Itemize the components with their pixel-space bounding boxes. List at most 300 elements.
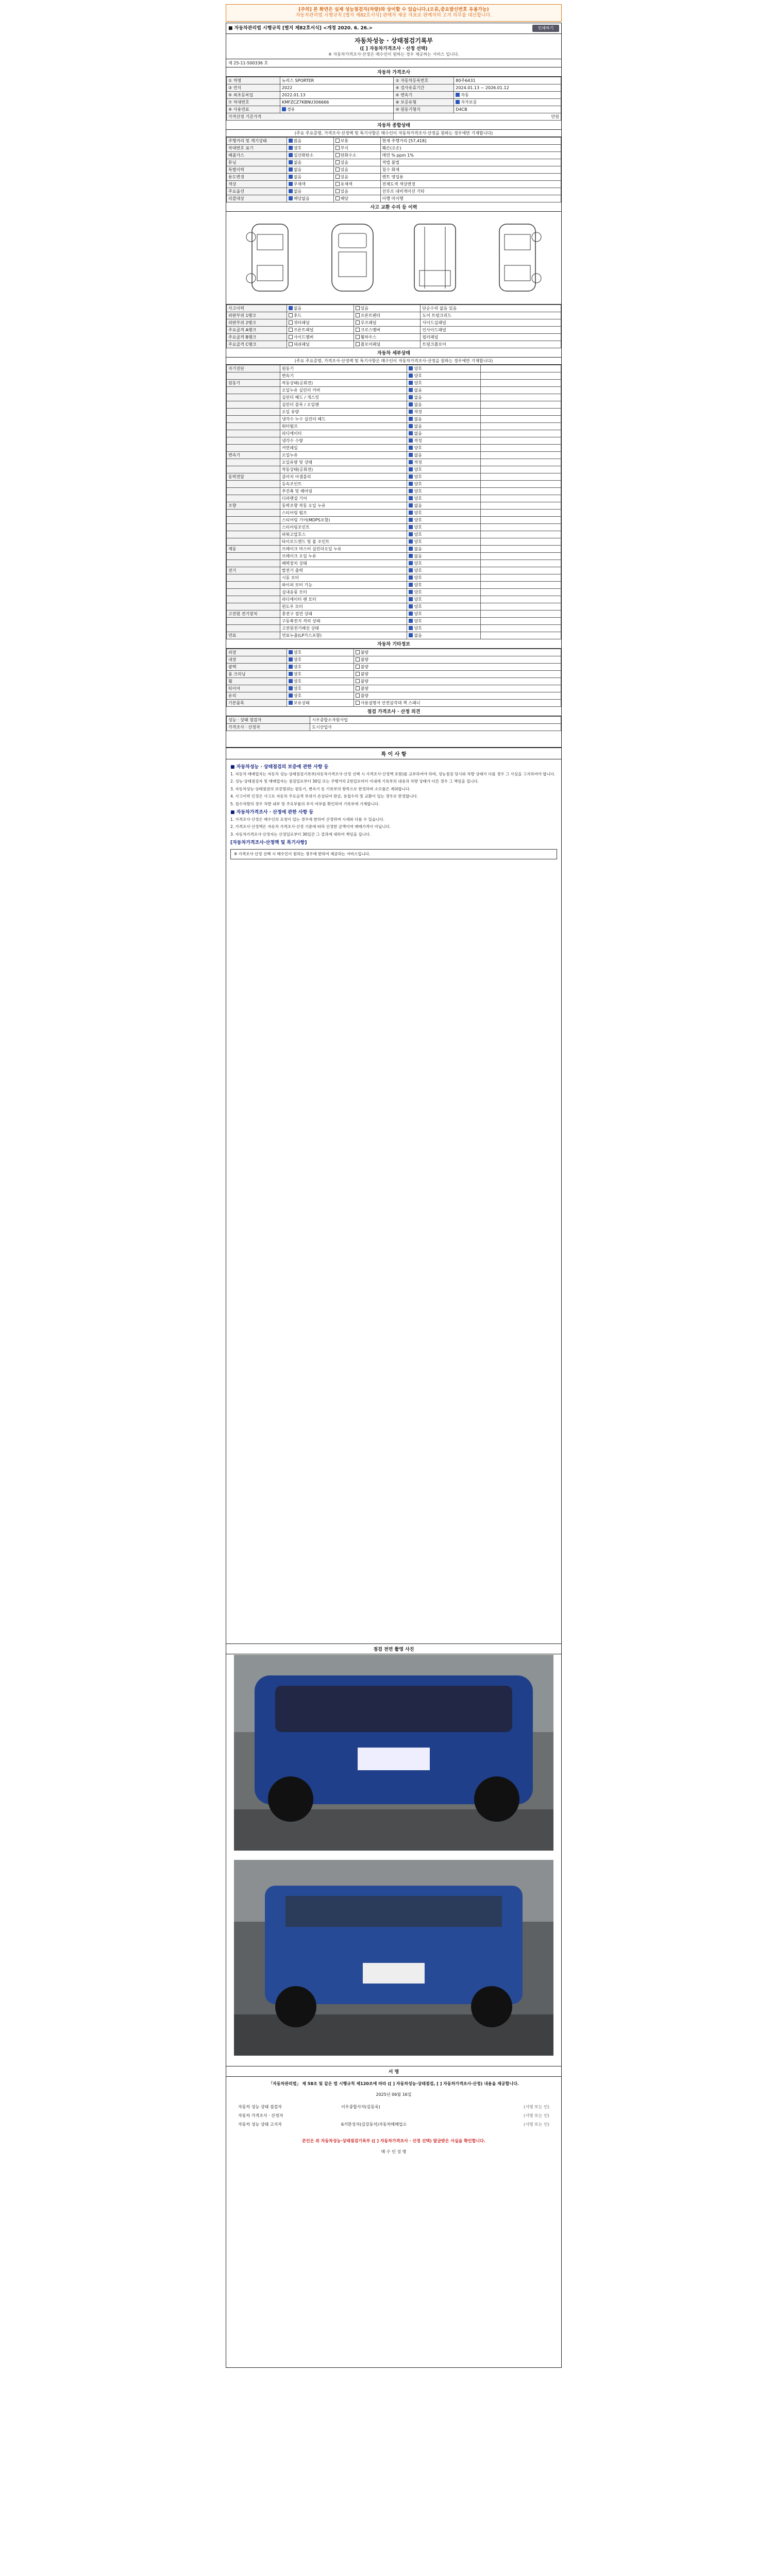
accident-row-v1: 사이드멤버 xyxy=(287,334,354,341)
detail-row-state: 없음 xyxy=(407,546,481,553)
detail-row-group-cont xyxy=(227,488,280,495)
checkbox-icon xyxy=(289,196,293,200)
detail-row-item: 충전구 절연 상태 xyxy=(280,611,407,618)
general-row-note: 전체도색 색상변경 xyxy=(380,181,561,188)
detail-row xyxy=(227,510,561,517)
detail-row-spare xyxy=(481,430,561,437)
car-right-side-icon xyxy=(484,219,551,296)
checkbox-icon xyxy=(409,583,413,587)
detail-row-spare xyxy=(481,394,561,401)
reg-no-value: 80주6431 xyxy=(454,77,561,84)
document-title: 자동차성능 · 상태점검기록부 xyxy=(354,37,433,44)
doc-number: 제 25-11-500336 호 xyxy=(228,61,268,65)
general-row-label: 배출가스 xyxy=(227,152,287,159)
etc-row-v1: 양호 xyxy=(287,649,354,656)
detail-row-item: 실린더 헤드 / 개스킷 xyxy=(280,394,407,401)
special-title: 특 이 사 항 xyxy=(226,748,561,759)
detail-row-group: 변속기 xyxy=(227,452,280,459)
general-row-note: 이행 미이행 xyxy=(380,195,561,202)
etc-row-v1: 양호 xyxy=(287,678,354,685)
general-row-note: 매연 % ppm 1% xyxy=(380,152,561,159)
checkbox-icon xyxy=(409,619,413,623)
detail-row-state: 없음 xyxy=(407,423,481,430)
checkbox-icon xyxy=(409,626,413,630)
notice-banner xyxy=(226,4,562,22)
etc-row-v2: 불량 xyxy=(354,678,561,685)
checkbox-icon xyxy=(356,313,360,317)
general-row-v1: 많음 xyxy=(287,138,333,145)
accident-row-v2: 있음 xyxy=(354,305,421,312)
section-accident: 사고 교환 수리 등 이력 xyxy=(226,202,561,212)
detail-row-item: 와이퍼 모터 기능 xyxy=(280,582,407,589)
form-ref-row xyxy=(226,23,561,33)
sign-notify-sign: (서명 또는 인) xyxy=(524,2122,549,2127)
detail-row-spare xyxy=(481,401,561,409)
sign-row-notify xyxy=(226,2120,562,2129)
checkbox-icon xyxy=(289,320,293,325)
general-row-v2: 해당 xyxy=(333,195,380,202)
accident-row-label: 사고이력 xyxy=(227,305,287,312)
special-paragraph: 1. 가격조사·산정은 매수인의 요청이 있는 경우에 한하여 산정하며 시세와 다를 수 있습니다. xyxy=(230,817,384,822)
detail-row-group-cont xyxy=(227,481,280,488)
checkbox-icon xyxy=(409,518,413,522)
photo-section xyxy=(226,1643,562,1654)
checkbox-icon xyxy=(456,100,460,104)
detail-row-item: 오일누유 xyxy=(280,452,407,459)
opinion-price-label: 가격조사 · 산정자 xyxy=(227,724,310,731)
detail-row-state: 양호 xyxy=(407,611,481,618)
warranty-label: ⑧ 보증유형 xyxy=(394,99,454,106)
accident-row-v2: 휠하우스 xyxy=(354,334,421,341)
first-reg-value: 2022.01.13 xyxy=(280,92,394,99)
detail-row-state: 적정 xyxy=(407,409,481,416)
detail-row-group-cont xyxy=(227,409,280,416)
special-heading-1: ■ 자동차성능 · 상태점검의 보증에 관한 사항 등 xyxy=(230,765,329,770)
detail-row-spare xyxy=(481,611,561,618)
detail-row xyxy=(227,401,561,409)
checkbox-icon xyxy=(335,146,340,150)
detail-row-item: 등속조인트 xyxy=(280,481,407,488)
detail-row xyxy=(227,452,561,459)
detail-row-group-cont xyxy=(227,603,280,611)
detail-row-state: 양호 xyxy=(407,603,481,611)
detail-row-group-cont xyxy=(227,574,280,582)
sign-inspector-sign: (서명 또는 인) xyxy=(524,2105,549,2109)
detail-row xyxy=(227,416,561,423)
checkbox-icon xyxy=(409,612,413,616)
detail-row-spare xyxy=(481,596,561,603)
checkbox-icon xyxy=(356,665,360,669)
detail-row-item: 시동 모터 xyxy=(280,574,407,582)
checkbox-icon xyxy=(335,167,340,172)
detail-row-spare xyxy=(481,538,561,546)
detail-row-item: 디퍼렌셜 기어 xyxy=(280,495,407,502)
print-button[interactable]: 인쇄하기 xyxy=(532,25,559,32)
accident-row xyxy=(227,305,561,312)
detail-row-item: 스티어링조인트 xyxy=(280,524,407,531)
detail-row-state: 양호 xyxy=(407,510,481,517)
general-row xyxy=(227,138,561,145)
general-row-label: 색상 xyxy=(227,181,287,188)
detail-row-state: 양호 xyxy=(407,445,481,452)
detail-row-item: 동력조향 작동 오일 누유 xyxy=(280,502,407,510)
special-paragraphs-2 xyxy=(230,817,557,838)
accident-row-v1: 후드 xyxy=(287,312,354,319)
engine-label: ⑩ 원동기형식 xyxy=(394,106,454,113)
detail-row-state: 양호 xyxy=(407,567,481,574)
checkbox-icon xyxy=(409,438,413,443)
checkbox-icon xyxy=(409,395,413,399)
accident-row-note: 도어 트렁크리드 xyxy=(421,312,561,319)
etc-row xyxy=(227,649,561,656)
detail-row-group-cont xyxy=(227,517,280,524)
etc-row-label: 룸 크리닝 xyxy=(227,671,287,678)
etc-row-v1: 양호 xyxy=(287,685,354,692)
etc-row-v2: 불량 xyxy=(354,664,561,671)
opinion-inspector-label: 성능 · 상태 점검자 xyxy=(227,717,310,724)
detail-row-group-cont xyxy=(227,589,280,596)
etc-row-v2: 불량 xyxy=(354,692,561,700)
page xyxy=(226,0,562,2576)
detail-row-group: 원동기 xyxy=(227,380,280,387)
sign-intro: 「자동차관리법」 제 58조 및 같은 법 시행규칙 제120조에 따라 ([ ] 자동차성능·상태점검, [ ] 자동차가격조사·산정) 내용을 제공합니다. xyxy=(268,2081,519,2086)
detail-row-item: 연료누출(LP가스포함) xyxy=(280,632,407,639)
document-subtitle: ([ ] 자동차가격조사 · 산정 선택) xyxy=(360,46,428,52)
reg-no-label: ② 자동차등록번호 xyxy=(394,77,454,84)
checkbox-icon xyxy=(289,139,293,143)
checkbox-icon xyxy=(289,342,293,346)
detail-row-group-cont xyxy=(227,553,280,560)
detail-row-state: 없음 xyxy=(407,430,481,437)
checkbox-icon xyxy=(409,453,413,457)
detail-row-group-cont xyxy=(227,625,280,632)
checkbox-icon xyxy=(289,328,293,332)
etc-row-v2: 불량 xyxy=(354,649,561,656)
special-paragraph: 2. 가격조사·산정액은 자동차 가격조사·산정 기준에 따라 산정한 금액이며 매매가격이 아닙니다. xyxy=(230,824,391,829)
checkbox-icon xyxy=(409,381,413,385)
accident-row-v1: 프론트패널 xyxy=(287,327,354,334)
special-paragraphs-1 xyxy=(230,772,557,807)
detail-row xyxy=(227,394,561,401)
detail-row-group-cont xyxy=(227,531,280,538)
engine-value: D4CB xyxy=(454,106,561,113)
sign-inspector-label: 자동차 성능 상태 점검자 xyxy=(238,2105,282,2109)
checkbox-icon xyxy=(409,460,413,464)
detail-row xyxy=(227,517,561,524)
special-paragraph: 1. 자동차 매매업자는 자동차 성능·상태점검기록부(자동차가격조사·산정 선택 시 가격조사·산정액 포함)를 교부하여야 하며, 성능점검 당시와 차량 상태가 다를 경우 그 사실을 고지하여야 합니다. xyxy=(230,771,556,776)
checkbox-icon xyxy=(409,402,413,406)
checkbox-icon xyxy=(335,139,340,143)
detail-row-state: 양호 xyxy=(407,618,481,625)
detail-row-item: 오일 유량 xyxy=(280,409,407,416)
general-row-note: 침수 화재 xyxy=(380,166,561,174)
checkbox-icon xyxy=(409,597,413,601)
general-row-note: 적법 불법 xyxy=(380,159,561,166)
special-paragraph: 3. 자동차성능·상태점검의 보증범위는 원동기, 변속기 등 기록부의 항목으로 한정하며 소모품은 제외합니다. xyxy=(230,786,411,791)
detail-row-state: 양호 xyxy=(407,574,481,582)
detail-row-spare xyxy=(481,495,561,502)
checkbox-icon xyxy=(356,672,360,676)
detail-row xyxy=(227,473,561,481)
detail-row-spare xyxy=(481,625,561,632)
detail-row-state: 없음 xyxy=(407,401,481,409)
detail-row-item: 작동상태(공회전) xyxy=(280,466,407,473)
detail-row-item: 타이로드엔드 및 볼 조인트 xyxy=(280,538,407,546)
etc-row-v1: 양호 xyxy=(287,671,354,678)
basic-info-table xyxy=(226,77,561,121)
detail-row-spare xyxy=(481,618,561,625)
detail-row xyxy=(227,531,561,538)
front-photo xyxy=(234,1655,553,1851)
general-row-v2: 보통 xyxy=(333,138,380,145)
year-label: ③ 연식 xyxy=(227,84,280,92)
checkbox-icon xyxy=(409,424,413,428)
accident-row-note: 필러패널 xyxy=(421,334,561,341)
checkbox-icon xyxy=(409,467,413,471)
section-detail: 자동차 세부상태 xyxy=(226,348,561,358)
detail-row-item: 커먼레일 xyxy=(280,445,407,452)
detail-row-group: 동력전달 xyxy=(227,473,280,481)
general-row-v2: 있음 xyxy=(333,159,380,166)
detail-row-group-cont xyxy=(227,416,280,423)
accident-row-v2: 플로어패널 xyxy=(354,341,421,348)
checkbox-icon xyxy=(335,153,340,157)
detail-row-group: 제동 xyxy=(227,546,280,553)
detail-row-item: 냉각수 누수 실린더 헤드 xyxy=(280,416,407,423)
checkbox-icon xyxy=(289,672,293,676)
general-row-note: 훼손(오손) xyxy=(380,145,561,152)
sign-title: 서 명 xyxy=(226,2066,562,2077)
general-row xyxy=(227,181,561,188)
section-general: 자동차 종합상태 xyxy=(226,121,561,130)
accident-row xyxy=(227,334,561,341)
detail-row-state: 양호 xyxy=(407,538,481,546)
inspect-period-label: ④ 검사유효기간 xyxy=(394,84,454,92)
detail-row xyxy=(227,596,561,603)
form-reference: ■ 자동차관리법 시행규칙 [별지 제82호서식] <개정 2020. 6. 26.> xyxy=(228,26,373,31)
detail-row-spare xyxy=(481,582,561,589)
detail-row-item: 구동축전지 격리 상태 xyxy=(280,618,407,625)
opinion-blank-box xyxy=(226,731,561,748)
general-row xyxy=(227,166,561,174)
detail-row-spare xyxy=(481,423,561,430)
detail-row-group: 고전원 전기장치 xyxy=(227,611,280,618)
detail-row xyxy=(227,445,561,452)
general-row xyxy=(227,145,561,152)
detail-row-spare xyxy=(481,380,561,387)
accident-row-label: 주요골격 A랭크 xyxy=(227,327,287,334)
etc-row-label: 광택 xyxy=(227,664,287,671)
detail-row-state: 없음 xyxy=(407,387,481,394)
general-row-v1: 일산화탄소 xyxy=(287,152,333,159)
detail-row-state: 없음 xyxy=(407,452,481,459)
checkbox-icon xyxy=(409,410,413,414)
special-box: ※ 가격조사·산정 선택 시 매수인이 원하는 경우에 한하여 제공하는 서비스입니다. xyxy=(230,849,557,860)
accident-row-label: 외판부위 2랭크 xyxy=(227,319,287,327)
detail-row-group: 연료 xyxy=(227,632,280,639)
checkbox-icon xyxy=(409,474,413,479)
detail-row-item: 배력장치 상태 xyxy=(280,560,407,567)
detail-row xyxy=(227,430,561,437)
detail-row-state: 없음 xyxy=(407,394,481,401)
accident-row xyxy=(227,319,561,327)
detail-row-item: 추진축 및 베어링 xyxy=(280,488,407,495)
detail-row-spare xyxy=(481,553,561,560)
checkbox-icon xyxy=(409,547,413,551)
detail-row-group-cont xyxy=(227,495,280,502)
detail-row xyxy=(227,423,561,430)
vin-value: KMFZCZ7KBNU306666 xyxy=(280,99,394,106)
checkbox-icon xyxy=(409,482,413,486)
general-row-v2: 부식 xyxy=(333,145,380,152)
opinion-table xyxy=(226,716,561,731)
detail-row-state: 적정 xyxy=(407,459,481,466)
detail-row-spare xyxy=(481,603,561,611)
notice-line-2: 자동차관리법 시행규칙 [별지 제82호서식] 판매자 제공 자료로 판매자의 고지 의무를 대신합니다. xyxy=(295,13,492,18)
detail-row-spare xyxy=(481,517,561,524)
general-row-v2: 있음 xyxy=(333,166,380,174)
accident-history-table xyxy=(226,304,561,348)
checkbox-icon xyxy=(289,175,293,179)
detail-state-table xyxy=(226,365,561,639)
document-header xyxy=(226,33,561,59)
detail-row-item: 변속기 xyxy=(280,372,407,380)
detail-row xyxy=(227,611,561,618)
detail-row xyxy=(227,372,561,380)
checkbox-icon xyxy=(289,701,293,705)
section-opinion: 점검 가격조사 · 산정 의견 xyxy=(226,707,561,716)
checkbox-icon xyxy=(409,575,413,580)
detail-row-group: 자기진단 xyxy=(227,365,280,372)
etc-info-table xyxy=(226,649,561,707)
checkbox-icon xyxy=(409,417,413,421)
detail-row xyxy=(227,589,561,596)
etc-row xyxy=(227,678,561,685)
detail-row-group-cont xyxy=(227,466,280,473)
special-paragraph: 3. 자동차가격조사·산정자는 산정일로부터 30일간 그 결과에 대하여 책임을 집니다. xyxy=(230,832,371,837)
detail-row-spare xyxy=(481,488,561,495)
detail-row-item: 고전원전기배선 상태 xyxy=(280,625,407,632)
detail-row xyxy=(227,546,561,553)
checkbox-icon xyxy=(409,388,413,392)
checkbox-icon xyxy=(409,431,413,435)
detail-row-group: 조향 xyxy=(227,502,280,510)
etc-row-v2: 불량 xyxy=(354,685,561,692)
general-row-label: 튜닝 xyxy=(227,159,287,166)
detail-row xyxy=(227,618,561,625)
checkbox-icon xyxy=(409,532,413,536)
notice-line-1: [주의] 본 화면은 실제 성능점검지(차량)와 상이할 수 있습니다.(오류,중요발신번호 유용가능) xyxy=(298,7,489,12)
checkbox-icon xyxy=(335,196,340,200)
etc-row xyxy=(227,664,561,671)
sign-pricer-label: 자동차 가격조사 · 산정자 xyxy=(238,2113,283,2118)
checkbox-icon xyxy=(409,561,413,565)
etc-row xyxy=(227,656,561,664)
detail-row-state: 양호 xyxy=(407,625,481,632)
checkbox-icon xyxy=(409,604,413,608)
general-row-v2: 있음 xyxy=(333,188,380,195)
checkbox-icon xyxy=(335,189,340,193)
checkbox-icon xyxy=(409,374,413,378)
etc-row-label: 유리 xyxy=(227,692,287,700)
checkbox-icon xyxy=(356,686,360,690)
accident-row xyxy=(227,312,561,319)
general-row xyxy=(227,174,561,181)
detail-row-item: 라디에이터 팬 모터 xyxy=(280,596,407,603)
etc-row xyxy=(227,685,561,692)
detail-row xyxy=(227,481,561,488)
detail-row-state: 양호 xyxy=(407,531,481,538)
photos-title: 점검 전면 촬영 사진 xyxy=(226,1643,562,1654)
checkbox-icon xyxy=(409,568,413,572)
detail-row-item: 브레이크 마스터 실린더오일 누유 xyxy=(280,546,407,553)
detail-row xyxy=(227,632,561,639)
detail-row-group-cont xyxy=(227,582,280,589)
sign-pricer-sign: (서명 또는 인) xyxy=(524,2113,549,2118)
checkbox-icon xyxy=(356,657,360,662)
etc-row-v2: 불량 xyxy=(354,671,561,678)
fuel-value: 경유 xyxy=(280,106,394,113)
detail-row xyxy=(227,380,561,387)
truck-front-photo-icon xyxy=(234,1655,553,1851)
sign-closing: 본인은 위 자동차성능·상태점검기록부 ([ ] 자동차가격조사 · 산정 선택) 발급받은 사실을 확인합니다. xyxy=(302,2139,485,2143)
accident-row-label: 주요골격 C랭크 xyxy=(227,341,287,348)
detail-row-spare xyxy=(481,466,561,473)
checkbox-icon xyxy=(409,590,413,594)
doc-number-row xyxy=(226,59,561,67)
checkbox-icon xyxy=(289,679,293,683)
detail-row-spare xyxy=(481,459,561,466)
general-row-v2: 있음 xyxy=(333,174,380,181)
checkbox-icon xyxy=(335,175,340,179)
document-note: ※ 자동차가격조사·산정은 매수인이 원하는 경우 제공하는 서비스 입니다. xyxy=(328,52,459,57)
checkbox-icon xyxy=(289,306,293,310)
detail-row-spare xyxy=(481,387,561,394)
general-row-note: 선루프 내비게이션 기타 xyxy=(380,188,561,195)
detail-row-state: 양호 xyxy=(407,596,481,603)
first-reg-label: ⑤ 최초등록일 xyxy=(227,92,280,99)
accident-row-note: 인사이드패널 xyxy=(421,327,561,334)
detail-row-spare xyxy=(481,632,561,639)
detail-row-spare xyxy=(481,481,561,488)
detail-row-item: 파워고압호스 xyxy=(280,531,407,538)
general-row-v1: 무채색 xyxy=(287,181,333,188)
checkbox-icon xyxy=(289,146,293,150)
accident-row-v2: 루프패널 xyxy=(354,319,421,327)
year-value: 2022 xyxy=(280,84,394,92)
checkbox-icon xyxy=(409,525,413,529)
sign-notify-label: 자동차 성능 상태 고지자 xyxy=(238,2122,282,2127)
detail-row xyxy=(227,466,561,473)
sign-buyer: 매 수 인 성 명 xyxy=(381,2149,407,2154)
opinion-inspector-value: 시우중합소자원사업 xyxy=(310,717,561,724)
etc-row xyxy=(227,700,561,707)
detail-row-group: 전기 xyxy=(227,567,280,574)
accident-row-note: 단순수리 없음 있음 xyxy=(421,305,561,312)
accident-row-v1: 대쉬패널 xyxy=(287,341,354,348)
detail-row-spare xyxy=(481,574,561,582)
accident-row xyxy=(227,341,561,348)
etc-row xyxy=(227,692,561,700)
detail-row-spare xyxy=(481,531,561,538)
detail-row xyxy=(227,625,561,632)
checkbox-icon xyxy=(356,650,360,654)
accident-row-v2: 크로스멤버 xyxy=(354,327,421,334)
special-notes xyxy=(226,759,561,865)
etc-row-v2: 사용설명서 안전삼각대 잭 스패너 xyxy=(354,700,561,707)
checkbox-icon xyxy=(409,489,413,493)
truck-rear-photo-icon xyxy=(234,1860,553,2056)
